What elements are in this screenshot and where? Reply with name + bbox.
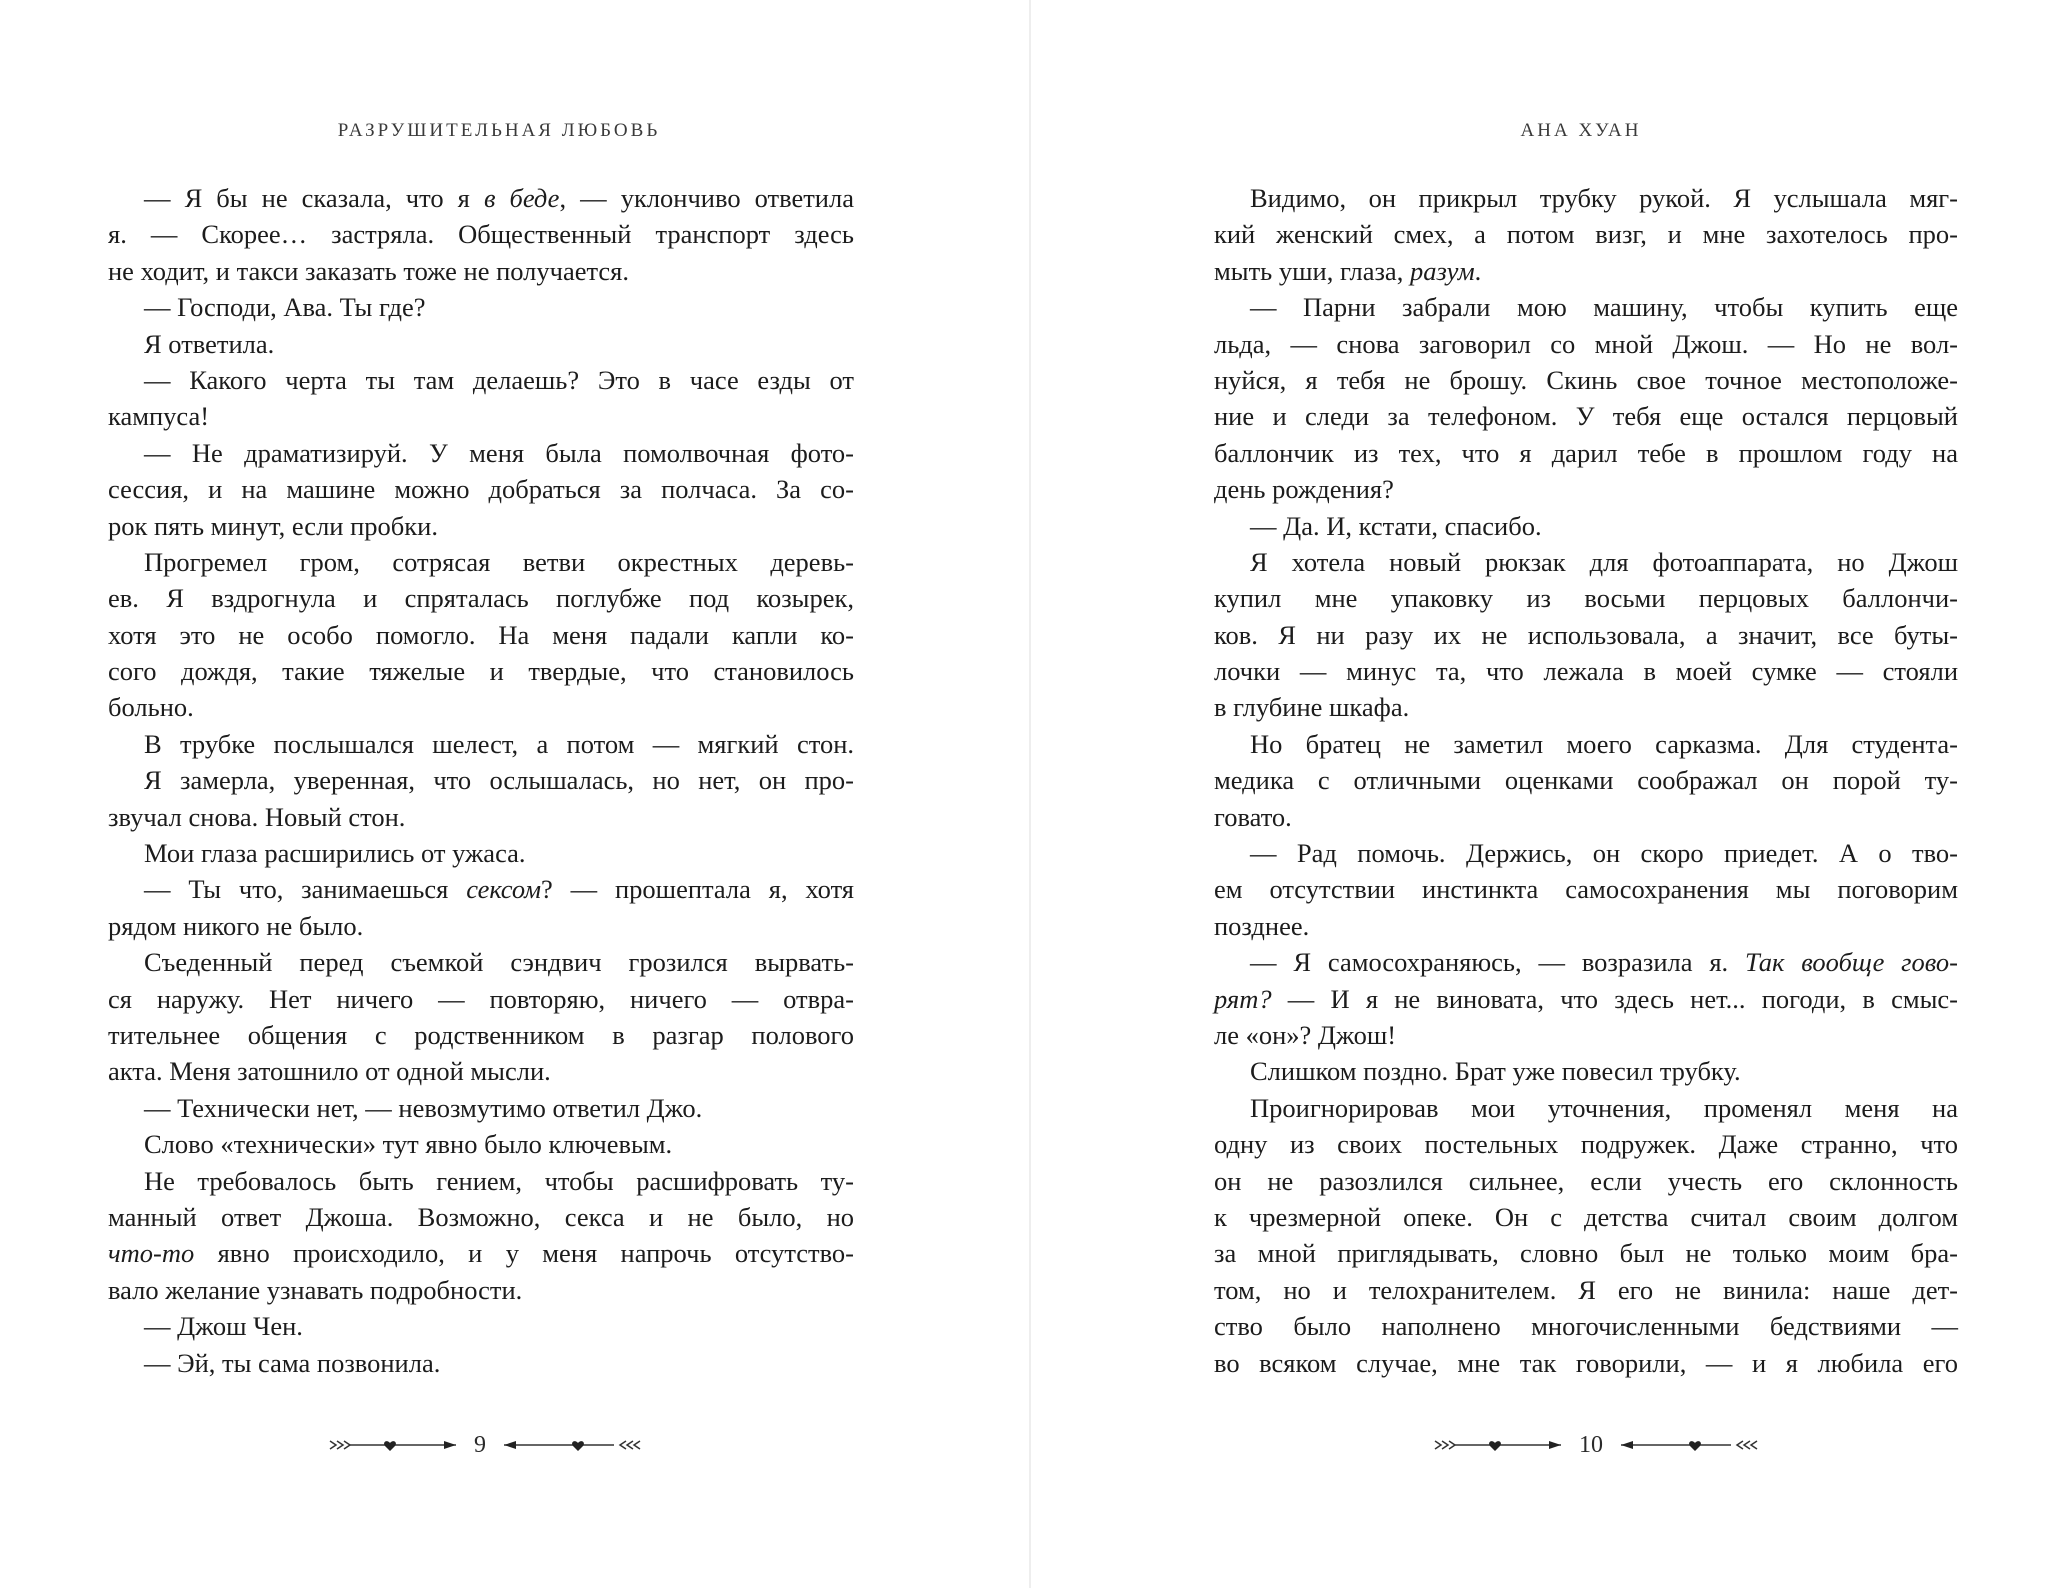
arrow-heart-ornament-icon [1433, 1435, 1563, 1455]
text-line [1214, 799, 1958, 835]
text-line [108, 1235, 854, 1271]
running-head-left: РАЗРУШИТЕЛЬНАЯ ЛЮБОВЬ [337, 120, 661, 141]
text-segment: — Не драматизируй. У меня была помолвочная фото- [144, 437, 854, 468]
text-line [108, 398, 854, 434]
text-segment: кампуса! [108, 401, 210, 432]
text-line [108, 580, 854, 616]
text-segment: к чрезмерной опеке. Он с детства считал своим долгом [1214, 1201, 1958, 1232]
text-segment: он не разозлился сильнее, если учесть его склонность [1214, 1165, 1958, 1196]
text-segment: — Да. И, кстати, спасибо. [1250, 510, 1542, 541]
text-line [1214, 1017, 1958, 1053]
text-segment: баллончик из тех, что я дарил тебе в прошлом году на [1214, 437, 1958, 468]
text-line [1214, 580, 1958, 616]
text-line [1214, 726, 1958, 762]
text-segment: — Господи, Ава. Ты где? [144, 292, 426, 323]
arrow-heart-ornament-icon [502, 1435, 642, 1455]
text-line [108, 689, 854, 725]
text-line [108, 871, 854, 907]
text-line [108, 617, 854, 653]
text-segment: купил мне упаковку из восьми перцовых баллончи- [1214, 583, 1958, 614]
text-line [1214, 180, 1958, 216]
text-segment: — Технически нет, — невозмутимо ответил Джо. [144, 1092, 703, 1123]
text-line [108, 653, 854, 689]
text-line [108, 326, 854, 362]
text-segment: Прогремел гром, сотрясая ветви окрестных деревь- [144, 546, 854, 577]
left-page-body [108, 180, 854, 1381]
text-line [108, 1272, 854, 1308]
text-segment: Съеденный перед съемкой сэндвич грозился вырвать- [144, 947, 854, 978]
text-line [108, 544, 854, 580]
left-page [0, 0, 1029, 1588]
text-line [108, 471, 854, 507]
text-segment: тительнее общения с родственником в разгар полового [108, 1019, 854, 1050]
text-line [108, 1163, 854, 1199]
text-line [108, 216, 854, 252]
text-line [1214, 981, 1958, 1017]
text-line [1214, 216, 1958, 252]
text-segment: рядом никого не было. [108, 910, 364, 941]
text-line [1214, 362, 1958, 398]
text-segment: ся наружу. Нет ничего — повторяю, ничего — отвра- [108, 983, 854, 1014]
text-line [108, 1308, 854, 1344]
text-line [1214, 326, 1958, 362]
text-line [108, 762, 854, 798]
text-segment: говато. [1214, 801, 1292, 832]
text-segment: Не требовалось быть гением, чтобы расшифровать ту- [144, 1165, 854, 1196]
text-segment: день рождения? [1214, 474, 1394, 505]
italic-text: разум [1409, 255, 1475, 286]
text-segment: — Эй, ты сама позвонила. [144, 1347, 441, 1378]
italic-text: сексом [466, 874, 542, 905]
text-line [1214, 544, 1958, 580]
text-segment: ем отсутствии инстинкта самосохранения мы поговорим [1214, 874, 1958, 905]
arrow-heart-ornament-icon [328, 1435, 458, 1455]
text-segment: звучал снова. Новый стон. [108, 801, 406, 832]
text-segment: — Какого черта ты там делаешь? Это в часе езды от [144, 364, 854, 395]
italic-text: рят? [1214, 983, 1272, 1014]
text-segment: ев. Я вздрогнула и спряталась поглубже под козырек, [108, 583, 854, 614]
text-line [108, 835, 854, 871]
text-segment: за мной приглядывать, словно был не только моим бра- [1214, 1238, 1958, 1269]
text-segment: том, но и телохранителем. Я его не винила: наше дет- [1214, 1274, 1958, 1305]
page-number: 9 [474, 1431, 486, 1458]
text-segment: ? — прошептала я, хотя [541, 874, 854, 905]
text-line [108, 1053, 854, 1089]
text-line [108, 362, 854, 398]
text-segment: акта. Меня затошнило от одной мысли. [108, 1056, 551, 1087]
text-segment: Видимо, он прикрыл трубку рукой. Я услышала мяг- [1250, 183, 1958, 213]
text-line [1214, 398, 1958, 434]
italic-text: в беде [483, 183, 560, 213]
text-line [1214, 653, 1958, 689]
text-segment: кий женский смех, а потом визг, и мне захотелось про- [1214, 219, 1958, 250]
text-segment: — Я бы не сказала, что я [144, 183, 484, 213]
text-line [108, 799, 854, 835]
text-segment: Мои глаза расширились от ужаса. [144, 838, 526, 869]
text-segment: ков. Я ни разу их не использовала, а значит, все буты- [1214, 619, 1958, 650]
text-line [1214, 1090, 1958, 1126]
text-line [1214, 762, 1958, 798]
text-line [1214, 1163, 1958, 1199]
text-segment: — Парни забрали мою машину, чтобы купить еще [1250, 292, 1958, 323]
text-segment: одну из своих постельных подружек. Даже странно, что [1214, 1129, 1958, 1160]
text-line [108, 1090, 854, 1126]
arrow-heart-ornament-icon [1619, 1435, 1759, 1455]
text-segment: явно происходило, и у меня напрочь отсутство- [194, 1238, 854, 1269]
text-line [108, 180, 854, 216]
text-segment: — Я самосохраняюсь, — возразила я. [1250, 947, 1746, 978]
text-segment: манный ответ Джоша. Возможно, секса и не было, но [108, 1201, 854, 1232]
text-line [108, 435, 854, 471]
text-segment: сессия, и на машине можно добраться за полчаса. За со- [108, 474, 854, 505]
text-segment: ство было наполнено многочисленными бедствиями — [1214, 1311, 1958, 1342]
text-line [1214, 689, 1958, 725]
text-segment: сого дождя, такие тяжелые и твердые, что становилось [108, 656, 854, 687]
text-line [1214, 617, 1958, 653]
text-line [108, 944, 854, 980]
text-line [108, 289, 854, 325]
text-segment: — Ты что, занимаешься [144, 874, 467, 905]
text-line [1214, 471, 1958, 507]
text-line [108, 908, 854, 944]
text-line [108, 726, 854, 762]
text-segment: не ходит, и такси заказать тоже не получается. [108, 255, 629, 286]
text-segment: В трубке послышался шелест, а потом — мягкий стон. [144, 728, 854, 759]
page-footer-left [300, 1430, 670, 1460]
text-segment: Я замерла, уверенная, что ослышалась, но нет, он про- [144, 765, 854, 796]
text-line [1214, 1199, 1958, 1235]
right-page [1031, 0, 2060, 1588]
text-segment: ле «он»? Джош! [1214, 1019, 1397, 1050]
text-segment: мыть уши, глаза, [1214, 255, 1410, 286]
text-line [1214, 253, 1958, 289]
page-number: 10 [1579, 1431, 1603, 1458]
italic-text: что-то [108, 1238, 195, 1269]
text-line [1214, 1053, 1958, 1089]
text-segment: нуйся, я тебя не брошу. Скинь свое точное местоположе- [1214, 364, 1958, 395]
text-segment: лочки — минус та, что лежала в моей сумке — стояли [1214, 656, 1958, 687]
page-footer-right [1401, 1430, 1791, 1460]
text-segment: — Рад помочь. Держись, он скоро приедет. А о тво- [1250, 838, 1958, 869]
right-page-body [1214, 180, 1958, 1381]
text-segment: рок пять минут, если пробки. [108, 510, 438, 541]
text-segment: льда, — снова заговорил со мной Джош. — Но не вол- [1214, 328, 1958, 359]
text-segment: медика с отличными оценками соображал он порой ту- [1214, 765, 1958, 796]
text-segment: Слово «технически» тут явно было ключевым. [144, 1129, 673, 1160]
text-line [108, 1199, 854, 1235]
text-line [1214, 435, 1958, 471]
text-segment: Я хотела новый рюкзак для фотоаппарата, но Джош [1250, 546, 1958, 577]
text-line [108, 508, 854, 544]
italic-text: Так вообще гово- [1745, 947, 1958, 978]
text-line [1214, 1235, 1958, 1271]
text-line [1214, 289, 1958, 325]
text-segment: хотя это не особо помогло. На меня падали капли ко- [108, 619, 854, 650]
text-line [108, 1126, 854, 1162]
text-segment: . [1474, 255, 1482, 286]
text-line [108, 1345, 854, 1381]
text-segment: , — уклончиво ответила [559, 183, 854, 213]
text-line [1214, 1345, 1958, 1381]
text-line [1214, 1126, 1958, 1162]
text-line [1214, 508, 1958, 544]
text-segment: — И я не виновата, что здесь нет... погоди, в смыс- [1271, 983, 1958, 1014]
running-head-right: АНА ХУАН [1520, 120, 1642, 141]
text-segment: Слишком поздно. Брат уже повесил трубку. [1250, 1056, 1741, 1087]
text-segment: ние и следи за телефоном. У тебя еще остался перцовый [1214, 401, 1958, 432]
text-segment: Проигнорировав мои уточнения, променял меня на [1250, 1092, 1958, 1123]
text-line [1214, 1272, 1958, 1308]
text-segment: Но братец не заметил моего сарказма. Для студента- [1250, 728, 1958, 759]
text-line [1214, 1308, 1958, 1344]
text-line [108, 253, 854, 289]
text-line [1214, 944, 1958, 980]
text-line [1214, 871, 1958, 907]
text-line [108, 981, 854, 1017]
text-segment: во всяком случае, мне так говорили, — и я любила его [1214, 1347, 1958, 1378]
text-segment: в глубине шкафа. [1214, 692, 1410, 723]
text-segment: Я ответила. [144, 328, 275, 359]
text-line [108, 1017, 854, 1053]
text-segment: вало желание узнавать подробности. [108, 1274, 523, 1305]
text-line [1214, 835, 1958, 871]
text-segment: больно. [108, 692, 194, 723]
text-segment: — Джош Чен. [144, 1311, 303, 1342]
text-segment: я. — Скорее… застряла. Общественный транспорт здесь [108, 219, 854, 250]
text-segment: позднее. [1214, 910, 1310, 941]
text-line [1214, 908, 1958, 944]
